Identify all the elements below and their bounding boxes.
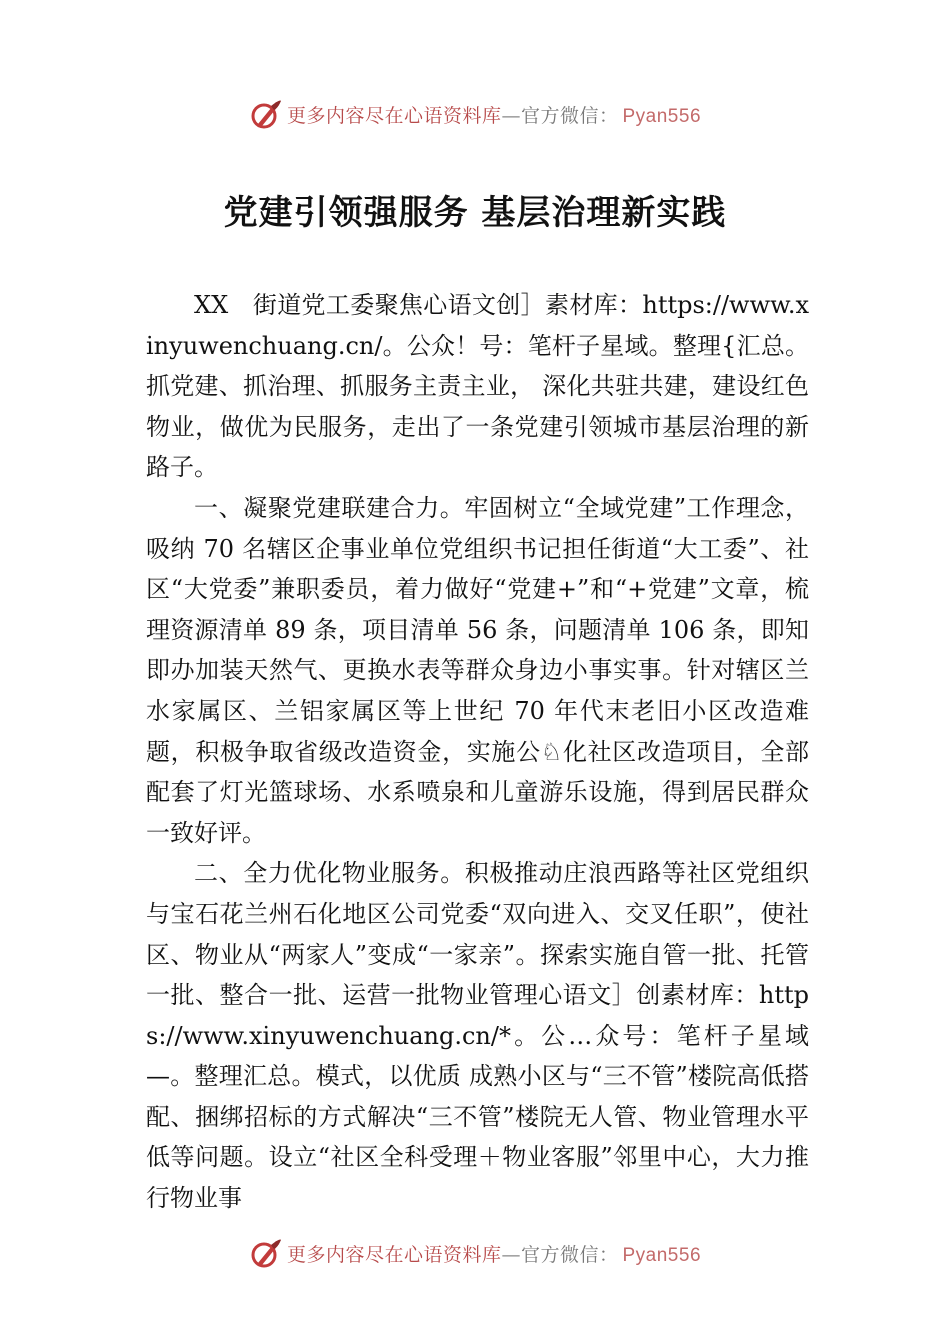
quill-pen-logo-icon <box>249 1236 283 1270</box>
header-banner <box>0 94 950 134</box>
banner-separator: — <box>501 1243 521 1266</box>
banner-text <box>287 1240 701 1267</box>
banner-wechat-label: 官方微信： <box>520 1243 619 1266</box>
quill-pen-logo-icon <box>249 97 283 131</box>
document-body <box>146 285 809 1219</box>
document-title: 党建引领强服务 基层治理新实践 <box>223 193 727 233</box>
banner-message: 更多内容尽在心语资料库 <box>286 104 502 127</box>
banner-text <box>287 101 701 128</box>
banner-wechat-id: Pyan556 <box>622 105 702 127</box>
banner-wechat-id: Pyan556 <box>622 1244 702 1266</box>
paragraph-section-one: 一、凝聚党建联建合力。牢固树立“全域党建”工作理念，吸纳 70 名辖区企事业单位党组织书记担任街道“大工委”、社区“大党委”兼职委员，着力做好“党建+”和“+党建”文章，梳理资源清单 89 条，项目清单 56 条，问题清单 106 条，即知即办加装天然气、更换水表等群众身边小事实事。针对辖区兰水家属区、兰铝家属区等上世纪 70 年代末老旧小区改造难题，积极争取省级改造资金，实施公♘化社区改造项目，全部配套了灯光篮球场、水系喷泉和儿童游乐设施，得到居民群众一致好评。 <box>146 493 809 847</box>
banner-separator: — <box>501 104 521 127</box>
paragraph-section-two: 二、全力优化物业服务。积极推动庄浪西路等社区党组织与宝石花兰州石化地区公司党委“双向进入、交叉任职”，使社区、物业从“两家人”变成“一家亲”。探索实施自管一批、托管一批、整合一批、运营一批物业管理心语文］创素材库：https://www.xinyuwenchuang.cn/*。公…众号：笔杆子星域—。整理汇总。模式，以优质 成熟小区与“三不管”楼院高低搭配、捆绑招标的方式解决“三不管”楼院无人管、物业管理水平低等问题。设立“社区全科受理＋物业客服”邻里中心，大力推行物业事 <box>146 859 809 1213</box>
footer-banner <box>0 1233 950 1273</box>
banner-message: 更多内容尽在心语资料库 <box>286 1243 502 1266</box>
banner-wechat-label: 官方微信： <box>520 104 619 127</box>
paragraph-intro: XX 街道党工委聚焦心语文创］素材库：https://www.xinyuwenchuang.cn/。公众！号：笔杆子星域。整理{汇总。抓党建、抓治理、抓服务主责主业， 深化共驻共建，建设红色物业，做优为民服务，走出了一条党建引领城市基层治理的新路子。 <box>146 291 809 482</box>
